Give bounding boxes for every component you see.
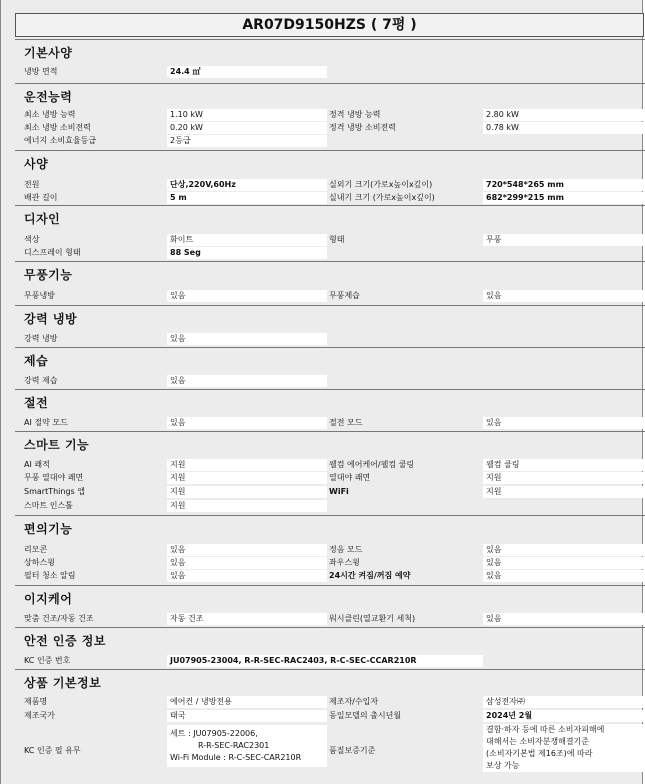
- smart-install-label: 스마트 인스톨: [24, 501, 73, 510]
- form-label: 형태: [329, 235, 345, 244]
- min-power-value: 0.20 kW: [167, 122, 327, 134]
- section-title: 절전: [24, 396, 49, 410]
- kc-status-label: KC 인증 필 유무: [24, 746, 81, 755]
- windfree-sleep-label: 무풍 열대야 쾌면: [24, 473, 84, 482]
- kc-status-line: Wi-Fi Module : R-C-SEC-CAR210R: [170, 753, 302, 762]
- smartthings-value: 지원: [167, 486, 327, 498]
- area-label: 냉방 면적: [24, 67, 58, 76]
- section-smart: [15, 431, 645, 515]
- windfree-cool-value: 있음: [167, 290, 327, 302]
- section-windfree: [15, 261, 645, 305]
- kc-value: JU07905-23004, R-R-SEC-RAC2403, R-C-SEC-CCAR210R: [167, 655, 483, 667]
- welcome-label: 웰컴 에어케어/웰컴 쿨링: [329, 460, 415, 469]
- rated-power-value: 0.78 kW: [483, 122, 643, 134]
- warranty-label: 품질보증기준: [329, 746, 376, 755]
- section-design: [15, 205, 645, 261]
- grade-value: 2등급: [167, 135, 327, 147]
- saving-mode-value: 있음: [483, 417, 643, 429]
- rated-power-label: 정격 냉방 소비전력: [329, 123, 396, 132]
- outdoor-size-value: 720*548*265 mm: [483, 179, 643, 191]
- power-label: 전원: [24, 180, 40, 189]
- pipe-label: 배관 길이: [24, 193, 58, 202]
- indoor-size-value: 682*299*215 mm: [483, 192, 643, 204]
- name-label: 제품명: [24, 697, 48, 706]
- dry-label: 맞춤 건조/자동 건조: [24, 614, 94, 623]
- kc-status-line: 세트 : JU07905-22006,: [170, 729, 258, 738]
- leftright-label: 좌우스윙: [329, 558, 360, 567]
- min-power-label: 최소 냉방 소비전력: [24, 123, 91, 132]
- smart-install-value: 지원: [167, 500, 327, 512]
- min-cap-label: 최소 냉방 능력: [24, 110, 76, 119]
- section-spec: [15, 150, 645, 205]
- section-easycare: [15, 585, 645, 627]
- section-title: 강력 냉방: [24, 312, 78, 326]
- dry-value: 자동 건조: [167, 613, 327, 625]
- powerful-cool-value: 있음: [167, 333, 327, 345]
- windfree-sleep-value: 지원: [167, 472, 327, 484]
- ai-comfort-value: 지원: [167, 459, 327, 471]
- color-value: 화이트: [167, 234, 327, 246]
- section-title: 제습: [24, 354, 49, 368]
- section-title: 이지케어: [24, 592, 73, 606]
- pipe-value: 5 m: [167, 192, 327, 204]
- updown-value: 있음: [167, 557, 327, 569]
- release-value: 2024년 2월: [483, 710, 643, 722]
- maker-value: 삼성전자㈜: [483, 696, 643, 708]
- welcome-value: 웰컴 쿨링: [483, 459, 643, 471]
- section-title: 디자인: [24, 212, 61, 226]
- warranty-line: 보상 가능: [486, 761, 520, 770]
- section-basic: [15, 39, 645, 83]
- color-label: 색상: [24, 235, 40, 244]
- sleep-value: 지원: [483, 472, 643, 484]
- kc-label: KC 인증 번호: [24, 656, 71, 665]
- section-powerful: [15, 305, 645, 347]
- section-title: 상품 기본정보: [24, 676, 102, 690]
- display-value: 88 Seg: [167, 247, 327, 259]
- timer-value: 있음: [483, 570, 643, 582]
- warranty-value: [483, 724, 643, 772]
- section-safety: [15, 627, 645, 669]
- windfree-cool-label: 무풍냉방: [24, 291, 55, 300]
- name-value: 에어컨 / 냉방전용: [167, 696, 327, 708]
- indoor-size-label: 실내기 크기 (가로x높이x깊이): [329, 193, 435, 202]
- windfree-dehum-label: 무풍제습: [329, 291, 360, 300]
- quiet-label: 정음 모드: [329, 545, 363, 554]
- ai-saving-label: AI 절약 모드: [24, 418, 68, 427]
- page-title: AR07D9150HZS ( 7평 ): [15, 13, 644, 37]
- country-label: 제조국가: [24, 711, 55, 720]
- section-performance: [15, 83, 645, 154]
- release-label: 동일모델의 출시년월: [329, 711, 402, 720]
- smartthings-label: SmartThings 앱: [24, 487, 85, 496]
- timer-label: 24시간 켜짐/꺼짐 예약: [329, 571, 411, 580]
- section-title: 운전능력: [24, 90, 73, 104]
- leftright-value: 있음: [483, 557, 643, 569]
- wifi-label: WiFi: [329, 487, 349, 496]
- filter-label: 필터 청소 알림: [24, 571, 76, 580]
- section-saving: [15, 389, 645, 431]
- section-title: 무풍기능: [24, 268, 73, 282]
- section-title: 안전 인증 정보: [24, 634, 106, 648]
- powerful-dehum-value: 있음: [167, 375, 327, 387]
- saving-mode-label: 절전 모드: [329, 418, 363, 427]
- kc-status-line: R-R-SEC-RAC2301: [198, 741, 270, 750]
- warranty-line: (소비자기본법 제16조)에 따라: [486, 749, 593, 758]
- section-title: 사양: [24, 157, 49, 171]
- remote-label: 리모콘: [24, 545, 48, 554]
- display-label: 디스프레이 형태: [24, 248, 81, 257]
- section-title: 기본사양: [24, 46, 73, 60]
- warranty-line: 대해서는 소비자분쟁해결기준: [486, 737, 590, 746]
- wash-value: 있음: [483, 613, 643, 625]
- section-title: 편의기능: [24, 522, 73, 536]
- grade-label: 에너지 소비효율등급: [24, 136, 97, 145]
- remote-value: 있음: [167, 544, 327, 556]
- wash-label: 워시클린(열교환기 세척): [329, 614, 416, 623]
- form-value: 무풍: [483, 234, 643, 246]
- windfree-dehum-value: 있음: [483, 290, 643, 302]
- updown-label: 상하스윙: [24, 558, 55, 567]
- warranty-line: 결함·하자 등에 따른 소비자피해에: [486, 725, 605, 734]
- section-product: [15, 669, 645, 784]
- rated-cap-label: 정격 냉방 능력: [329, 110, 381, 119]
- section-convenience: [15, 515, 645, 585]
- maker-label: 제조자/수입자: [329, 697, 379, 706]
- sleep-label: 열대야 쾌면: [329, 473, 371, 482]
- rated-cap-value: 2.80 kW: [483, 109, 643, 121]
- powerful-cool-label: 강력 냉방: [24, 334, 58, 343]
- area-value: 24.4 ㎡: [167, 66, 327, 78]
- country-value: 태국: [167, 710, 327, 722]
- outdoor-size-label: 실외기 크기(가로x높이x깊이): [329, 180, 433, 189]
- ai-saving-value: 있음: [167, 417, 327, 429]
- wifi-value: 지원: [483, 486, 643, 498]
- powerful-dehum-label: 강력 제습: [24, 376, 58, 385]
- ai-comfort-label: AI 쾌적: [24, 460, 50, 469]
- section-dehum: [15, 347, 645, 389]
- section-title: 스마트 기능: [24, 438, 90, 452]
- min-cap-value: 1.10 kW: [167, 109, 327, 121]
- kc-status-value: [167, 725, 327, 767]
- power-value: 단상,220V,60Hz: [167, 179, 327, 191]
- quiet-value: 있음: [483, 544, 643, 556]
- filter-value: 있음: [167, 570, 327, 582]
